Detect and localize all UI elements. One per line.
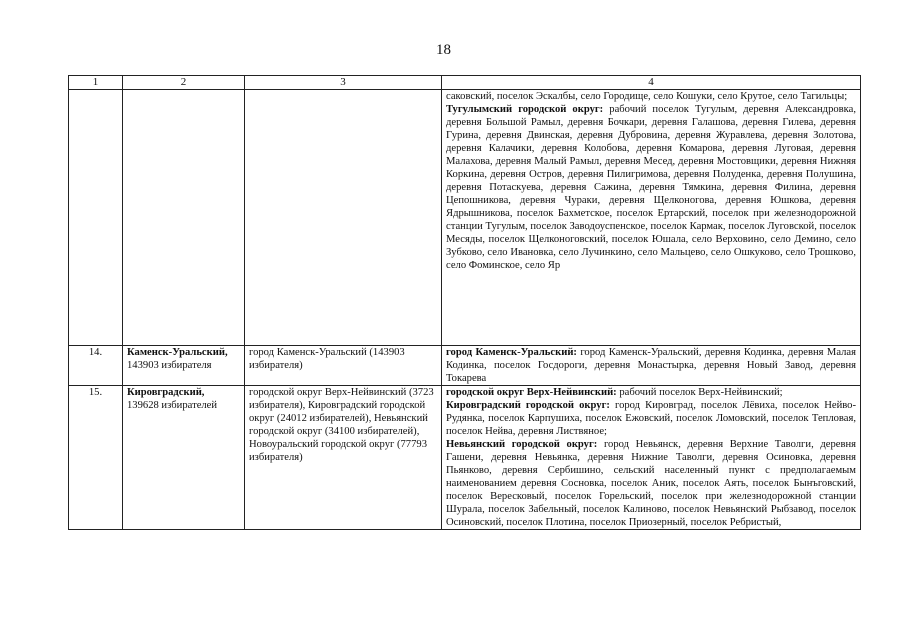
table-row-continuation — [69, 90, 861, 346]
paragraph: городской округ Верх-Нейвинский: рабочий поселок Верх-Нейвинский; — [446, 387, 783, 398]
district-voters: 143903 избирателя — [127, 360, 212, 371]
district-name: Каменск-Уральский, — [127, 347, 228, 358]
paragraph: город Каменск-Уральский: город Каменск-Уральский, деревня Кодинка, деревня Малая Кодинка, поселок Госдороги, деревня Монастырка, деревня Новый Завод, деревня Токарева — [446, 347, 856, 384]
table-row-15 — [69, 386, 861, 530]
row-number: 15. — [69, 386, 123, 530]
header-col-3: 3 — [245, 76, 442, 90]
table-row-14 — [69, 346, 861, 386]
settlements-cell — [442, 90, 861, 346]
settlements-cell — [442, 386, 861, 530]
paragraph: Тугулымский городской округ: рабочий поселок Тугулым, деревня Александровка, деревня Большой Рамыл, деревня Бочкари, деревня Галашова, деревня Гилева, деревня Гурина, деревня Двинская, деревня Дубровина, деревня Журавлева, деревня Золотова, деревня Калачики, деревня Колобова, деревня Комарова, деревня Луговая, деревня Малахова, деревня Малый Рамыл, деревня Месед, деревня Мостовщики, деревня Нижняя Коркина, деревня Остров, деревня Пилигримова, деревня Полуденка, деревня Полушина, деревня Потаскуева, деревня Сажина, деревня Тямкина, деревня Филина, деревня Цепошникова, деревня Чураки, деревня Щелконогова, деревня Юшкова, деревня Ядрышникова, поселок Бахметское, поселок Ертарский, поселок при железнодорожной станции Тугулым, поселок Заводоуспенское, поселок Кармак, поселок Луговской, поселок Месяды, поселок Щелконоговский, поселок Юшала, село Верховино, село Демино, село Зубково, село Ивановка, село Лучинкино, село Мальцево, село Ошкуково, село Трошково, село Фоминское, село Яр — [446, 104, 856, 271]
district-cell — [123, 346, 245, 386]
page-number: 18 — [436, 42, 451, 58]
header-col-1: 1 — [69, 76, 123, 90]
header-col-2: 2 — [123, 76, 245, 90]
paragraph: Кировградский городской округ: город Кировград, поселок Лёвиха, поселок Нейво-Рудянка, поселок Карпушиха, поселок Ежовский, поселок Ломовский, поселок Тепловая, поселок Нейва, деревня Листвяное; — [446, 400, 856, 437]
settlements-cell — [442, 346, 861, 386]
municipalities-cell: городской округ Верх-Нейвинский (3723 избирателя), Кировградский городской округ (24012 избирателей), Невьянский городской округ (34100 избирателей), Новоуральский городской округ (77793 избирателя) — [245, 386, 442, 530]
header-col-4: 4 — [442, 76, 861, 90]
header-row — [69, 76, 861, 90]
district-cell — [123, 386, 245, 530]
paragraph: Невьянский городской округ: город Невьянск, деревня Верхние Таволги, деревня Гашени, деревня Невьянка, деревня Нижние Таволги, деревня Осиновка, деревня Пьянково, деревня Сербишино, сельский населенный пункт с предполагаемым наименованием деревня Сосновка, поселок Аник, поселок Аять, поселок Бынъговский, поселок Вересковый, поселок Горельский, поселок при железнодорожной станции Шурала, поселок Забельный, поселок Калиново, поселок Невьянский Рыбзавод, поселок Осиновский, поселок Плотина, поселок Приозерный, поселок Ребристый, — [446, 439, 856, 528]
cell-empty — [245, 90, 442, 346]
cell-empty — [69, 90, 123, 346]
paragraph: саковский, поселок Эскалбы, село Городище, село Кошуки, село Крутое, село Тагильцы; — [446, 91, 848, 102]
district-name: Кировградский, — [127, 387, 205, 398]
constituency-table — [68, 75, 861, 530]
district-voters: 139628 избирателей — [127, 400, 218, 411]
cell-empty — [123, 90, 245, 346]
municipalities-cell: город Каменск-Уральский (143903 избирателя) — [245, 346, 442, 386]
row-number: 14. — [69, 346, 123, 386]
